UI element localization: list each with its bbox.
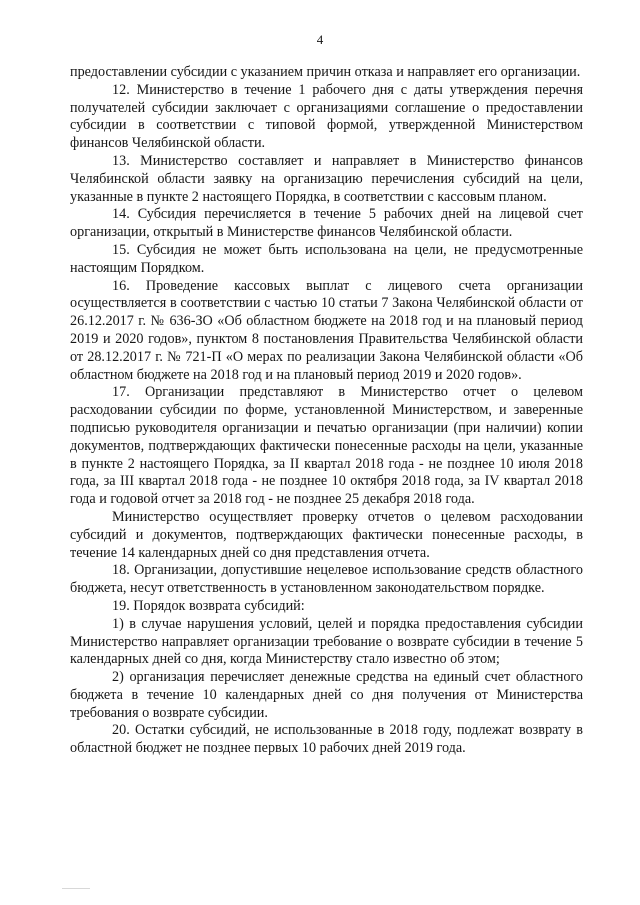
- paragraph-refusal-notice: предоставлении субсидии с указанием причин отказа и направляет его организации.: [70, 64, 581, 80]
- paragraph-16: 16. Проведение кассовых выплат с лицевого счета организации осуществляется в соответствии с частью 10 статьи 7 Закона Челябинской области от 26.12.2017 г. № 636-ЗО «Об областном бюджете на 2018 год и на плановый период 2019 и 2020 годов», пунктом 8 постановления Правительства Челябинской области от 28.12.2017 г. № 721-П «О мерах по реализации Закона Челябинской области «Об областном бюджете на 2018 год и на плановый период 2019 и 2020 годов».: [70, 277, 583, 383]
- paragraph-18: 18. Организации, допустившие нецелевое использование средств областного бюджета, несут ответственность в установленном законодательством порядке.: [70, 562, 583, 597]
- paragraph-17-verification: Министерство осуществляет проверку отчетов о целевом расходовании субсидий и документов, подтверждающих фактически понесенные расходы, в течение 14 календарных дней со дня представления отчета.: [70, 508, 583, 561]
- paragraph-19-item-2: 2) организация перечисляет денежные средства на единый счет областного бюджета в течение 10 календарных дней со дня получения от Министерства требования о возврате субсидии.: [70, 669, 583, 721]
- scan-artifact: [62, 888, 90, 889]
- paragraph-17: 17. Организации представляют в Министерство отчет о целевом расходовании субсидии по форме, установленной Министерством, и заверенные подписью руководителя организации и печатью организации (при наличии) копии документов, подтверждающих фактически понесенные расходы на цели, указанные в пункте 2 настоящего Порядка, за II квартал 2018 года - не позднее 10 июля 2018 года, за III квартал 2018 года - не позднее 10 октября 2018 года, за IV квартал 2018 года и годовой отчет за 2018 год - не позднее 25 декабря 2018 года.: [70, 384, 583, 508]
- page-number: 4: [316, 32, 324, 47]
- paragraph-19: 19. Порядок возврата субсидий:: [112, 597, 305, 614]
- paragraph-13: 13. Министерство составляет и направляет в Министерство финансов Челябинской области заявку на организацию перечисления субсидий на цели, указанные в пункте 2 настоящего Порядка, в соответствии с кассовым планом.: [70, 152, 583, 205]
- paragraph-19-item-1: 1) в случае нарушения условий, целей и порядка предоставления субсидии Министерство направляет организации требование о возврате субсидии в течение 5 календарных дней со дня, когда Министерству стало известно об этом;: [70, 615, 583, 668]
- paragraph-20: 20. Остатки субсидий, не использованные в 2018 году, подлежат возврату в областной бюджет не позднее первых 10 рабочих дней 2019 года.: [70, 722, 583, 757]
- paragraph-15: 15. Субсидия не может быть использована на цели, не предусмотренные настоящим Порядком.: [70, 241, 583, 276]
- paragraph-14: 14. Субсидия перечисляется в течение 5 рабочих дней на лицевой счет организации, открытый в Министерстве финансов Челябинской области.: [70, 206, 583, 241]
- paragraph-12: 12. Министерство в течение 1 рабочего дня с даты утверждения перечня получателей субсидии заключает с организациями соглашение о предоставлении субсидии в соответствии с типовой формой, утвержденной Министерством финансов Челябинской области.: [70, 81, 583, 152]
- document-body: [70, 64, 583, 758]
